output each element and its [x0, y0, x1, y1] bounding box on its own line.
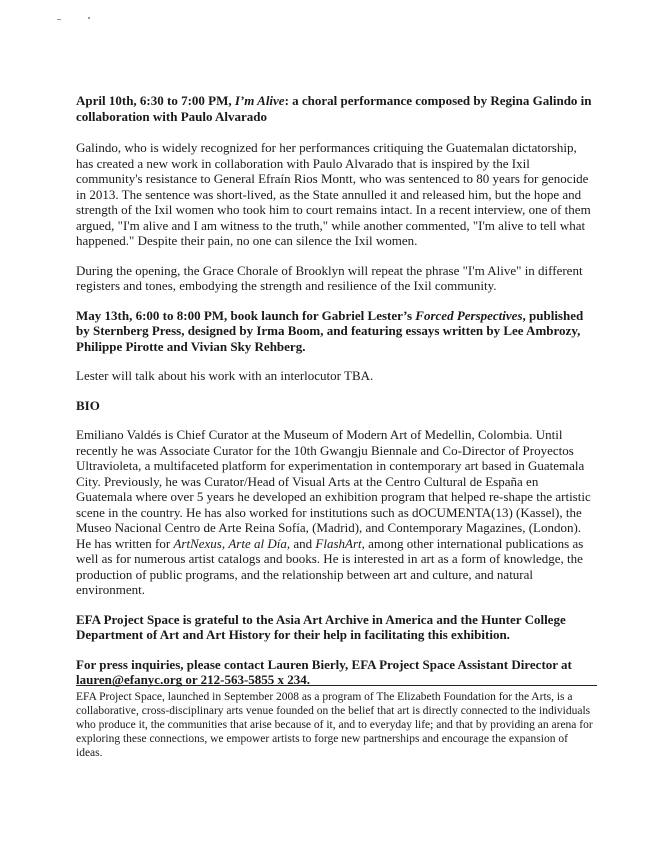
bio-magazine-1: ArtNexus — [173, 535, 222, 551]
lester-paragraph: Lester will talk about his work with an interlocutor TBA. — [76, 368, 374, 383]
event-may-heading — [76, 308, 596, 355]
scan-speck — [88, 17, 90, 19]
thanks-paragraph: EFA Project Space is grateful to the Asia Art Archive in America and the Hunter College Department of Art and Art History for their help in facilitating this exhibition. — [76, 611, 566, 642]
bio-separator: , — [221, 535, 229, 551]
bio-separator: , and — [286, 535, 316, 551]
bio-paragraph — [76, 427, 596, 598]
book-title: Forced Perspectives — [415, 307, 523, 323]
event-may-rest: , published by Sternberg Press, designed by Irma Boom, and featuring essays written by Lee Ambrozy, Philippe Pirotte and Vivian Sky Rehberg. — [76, 307, 584, 354]
bio-heading: BIO — [76, 397, 100, 413]
footer — [76, 685, 597, 760]
event-may-lead: May 13th, 6:00 to 8:00 PM, book launch for Gabriel Lester’s — [76, 307, 416, 323]
event-april-date: April 10th, 6:30 to 7:00 PM, — [76, 93, 232, 108]
bio-part2: , among other international publications as well as for numerous artist catalogs and books. He is interested in art as a form of knowledge, the production of public programs, and the relationship between art and culture, and natural environment. — [76, 535, 584, 597]
scan-speck — [57, 19, 61, 20]
bio-part1: Emiliano Valdés is Chief Curator at the Museum of Modern Art of Medellin, Colombia. Until recently he was Associate Curator for the 10th Gwangju Biennale and Co-Director of Proyectos Ultravioleta, a multifaceted platform for experimentation in contemporary art based in Guatemala City. Previously, he was Curator/Head of Visual Arts at the Centro Cultural de España en Guatemala where over 5 years he developed an exhibition program that helped re-shape the artistic scene in the country. He has also worked for institutions such as dOCUMENTA(13) (Kassel), the Museo Nacional Centro de Arte Reina Sofía, (Madrid), and Contemporary Magazines, (London). He has written for — [76, 427, 591, 551]
event-april-description: : a choral performance composed by Regina Galindo in collaboration with Paulo Alvarado — [76, 93, 592, 124]
event-april-title: I’m Alive — [234, 93, 285, 108]
press-release-body — [76, 93, 596, 688]
bio-magazine-3: FlashArt — [315, 535, 362, 551]
bio-magazine-2: Arte al Día — [228, 535, 287, 551]
press-contact-paragraph: For press inquiries, please contact Lauren Bierly, EFA Project Space Assistant Director at lauren@efanyc.org or 212-563-5855 x 234. — [76, 656, 572, 687]
chorale-paragraph: During the opening, the Grace Chorale of Brooklyn will repeat the phrase "I'm Alive" in different registers and tones, embodying the strength and resilience of the Ixil community. — [76, 262, 583, 293]
footer-text: EFA Project Space, launched in September 2008 as a program of The Elizabeth Foundation for the Arts, is a collaborative, cross-disciplinary arts venue founded on the belief that art is directly connected to the individuals who produce it, the communities that arise because of it, and to everyday life; and that by providing an arena for exploring these connections, we empower artists to forge new partnerships and encourage the expansion of ideas. — [76, 691, 593, 759]
galindo-paragraph: Galindo, who is widely recognized for her performances critiquing the Guatemalan dictatorship, has created a new work in collaboration with Paulo Alvarado that is inspired by the Ixil community's resistance to General Efraín Rios Montt, who was sentenced to 80 years for genocide in 2013. The sentence was short-lived, as the State annulled it and released him, but the hope and strength of the Ixil women who took him to court remains intact. In a recent interview, one of them argued, "I'm alive and I am witness to the truth," while another commented, "I'm alive to tell what happened." Despite their pain, no one can silence the Ixil women. — [76, 140, 591, 248]
event-april-heading — [76, 93, 596, 124]
